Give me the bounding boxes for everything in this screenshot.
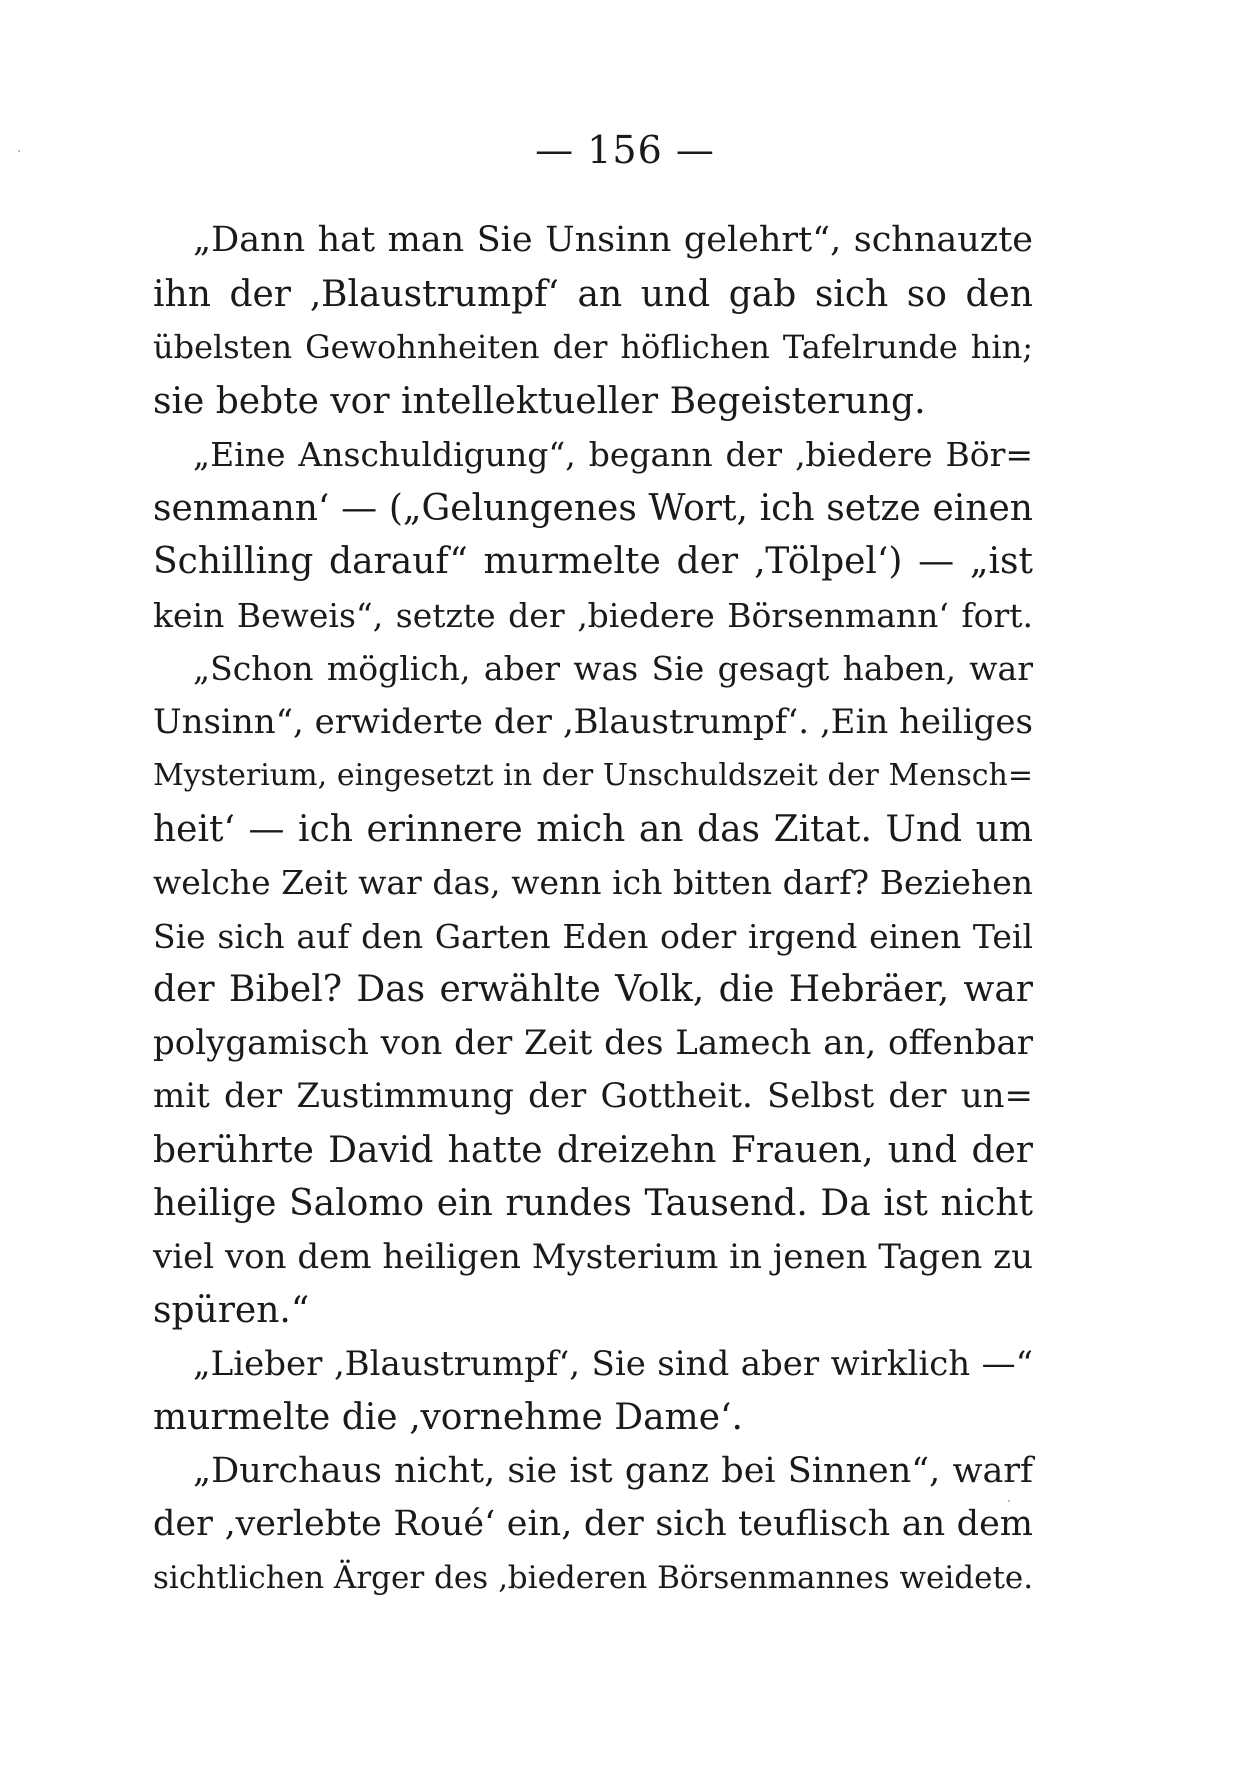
text-line: Mysterium, eingesetzt in der Unschuldszeit der Mensch= — [153, 758, 1033, 793]
text-line: polygamisch von der Zeit des Lamech an, offenbar — [153, 1022, 1033, 1063]
text-line: viel von dem heiligen Mysterium in jenen Tagen zu — [153, 1236, 1033, 1277]
text-line: „Durchaus nicht, sie ist ganz bei Sinnen“, warf — [193, 1450, 1033, 1491]
text-line: mit der Zustimmung der Gottheit. Selbst der un= — [153, 1076, 1033, 1116]
paragraph — [153, 1338, 1033, 1445]
text-line: senmann‘ — („Gelungenes Wort, ich setze einen — [153, 487, 1033, 529]
text-line: „Lieber ‚Blaustrumpf‘, Sie sind aber wirklich —“ — [193, 1343, 1033, 1384]
body-text — [153, 214, 1033, 1605]
text-line: Sie sich auf den Garten Eden oder irgend einen Teil — [153, 916, 1033, 956]
paper-speck — [1008, 1500, 1010, 1502]
text-line: der ‚verlebte Roué‘ ein, der sich teuflisch an dem — [153, 1504, 1033, 1544]
text-line: berührte David hatte dreizehn Frauen, und der — [153, 1129, 1033, 1171]
text-line: der Bibel? Das erwählte Volk, die Hebräer, war — [153, 969, 1033, 1010]
text-line: Unsinn“, erwiderte der ‚Blaustrumpf‘. ‚Ein heiliges — [153, 701, 1033, 742]
paper-speck — [18, 150, 20, 152]
text-line: welche Zeit war das, wenn ich bitten darf? Beziehen — [153, 863, 1033, 902]
text-line: spüren.“ — [153, 1290, 310, 1331]
text-line: übelsten Gewohnheiten der höflichen Tafelrunde hin; — [153, 328, 1033, 366]
text-line: ihn der ‚Blaustrumpf‘ an und gab sich so den — [153, 273, 1033, 315]
paragraph — [153, 642, 1033, 1338]
text-line: kein Beweis“, setzte der ‚biedere Börsenmann‘ fort. — [153, 595, 1033, 635]
text-line: heit‘ — ich erinnere mich an das Zitat. Und um — [153, 808, 1033, 850]
paragraph — [153, 428, 1033, 642]
text-line: murmelte die ‚vornehme Dame‘. — [153, 1397, 743, 1438]
paragraph — [153, 1445, 1033, 1606]
paragraph — [153, 214, 1033, 428]
text-line: heilige Salomo ein rundes Tausend. Da ist nicht — [153, 1183, 1033, 1224]
text-line: sie bebte vor intellektueller Begeisterung. — [153, 380, 926, 422]
text-line: sichtlichen Ärger des ‚biederen Börsenmannes weidete. — [153, 1559, 1034, 1596]
page-number: — 156 — — [535, 128, 715, 172]
text-line: „Dann hat man Sie Unsinn gelehrt“, schnauzte — [193, 220, 1033, 260]
text-line: „Eine Anschuldigung“, begann der ‚biedere Bör= — [193, 435, 1033, 474]
text-line: Schilling darauf“ murmelte der ‚Tölpel‘) — „ist — [153, 541, 1033, 582]
text-line: „Schon möglich, aber was Sie gesagt haben, war — [193, 649, 1033, 688]
